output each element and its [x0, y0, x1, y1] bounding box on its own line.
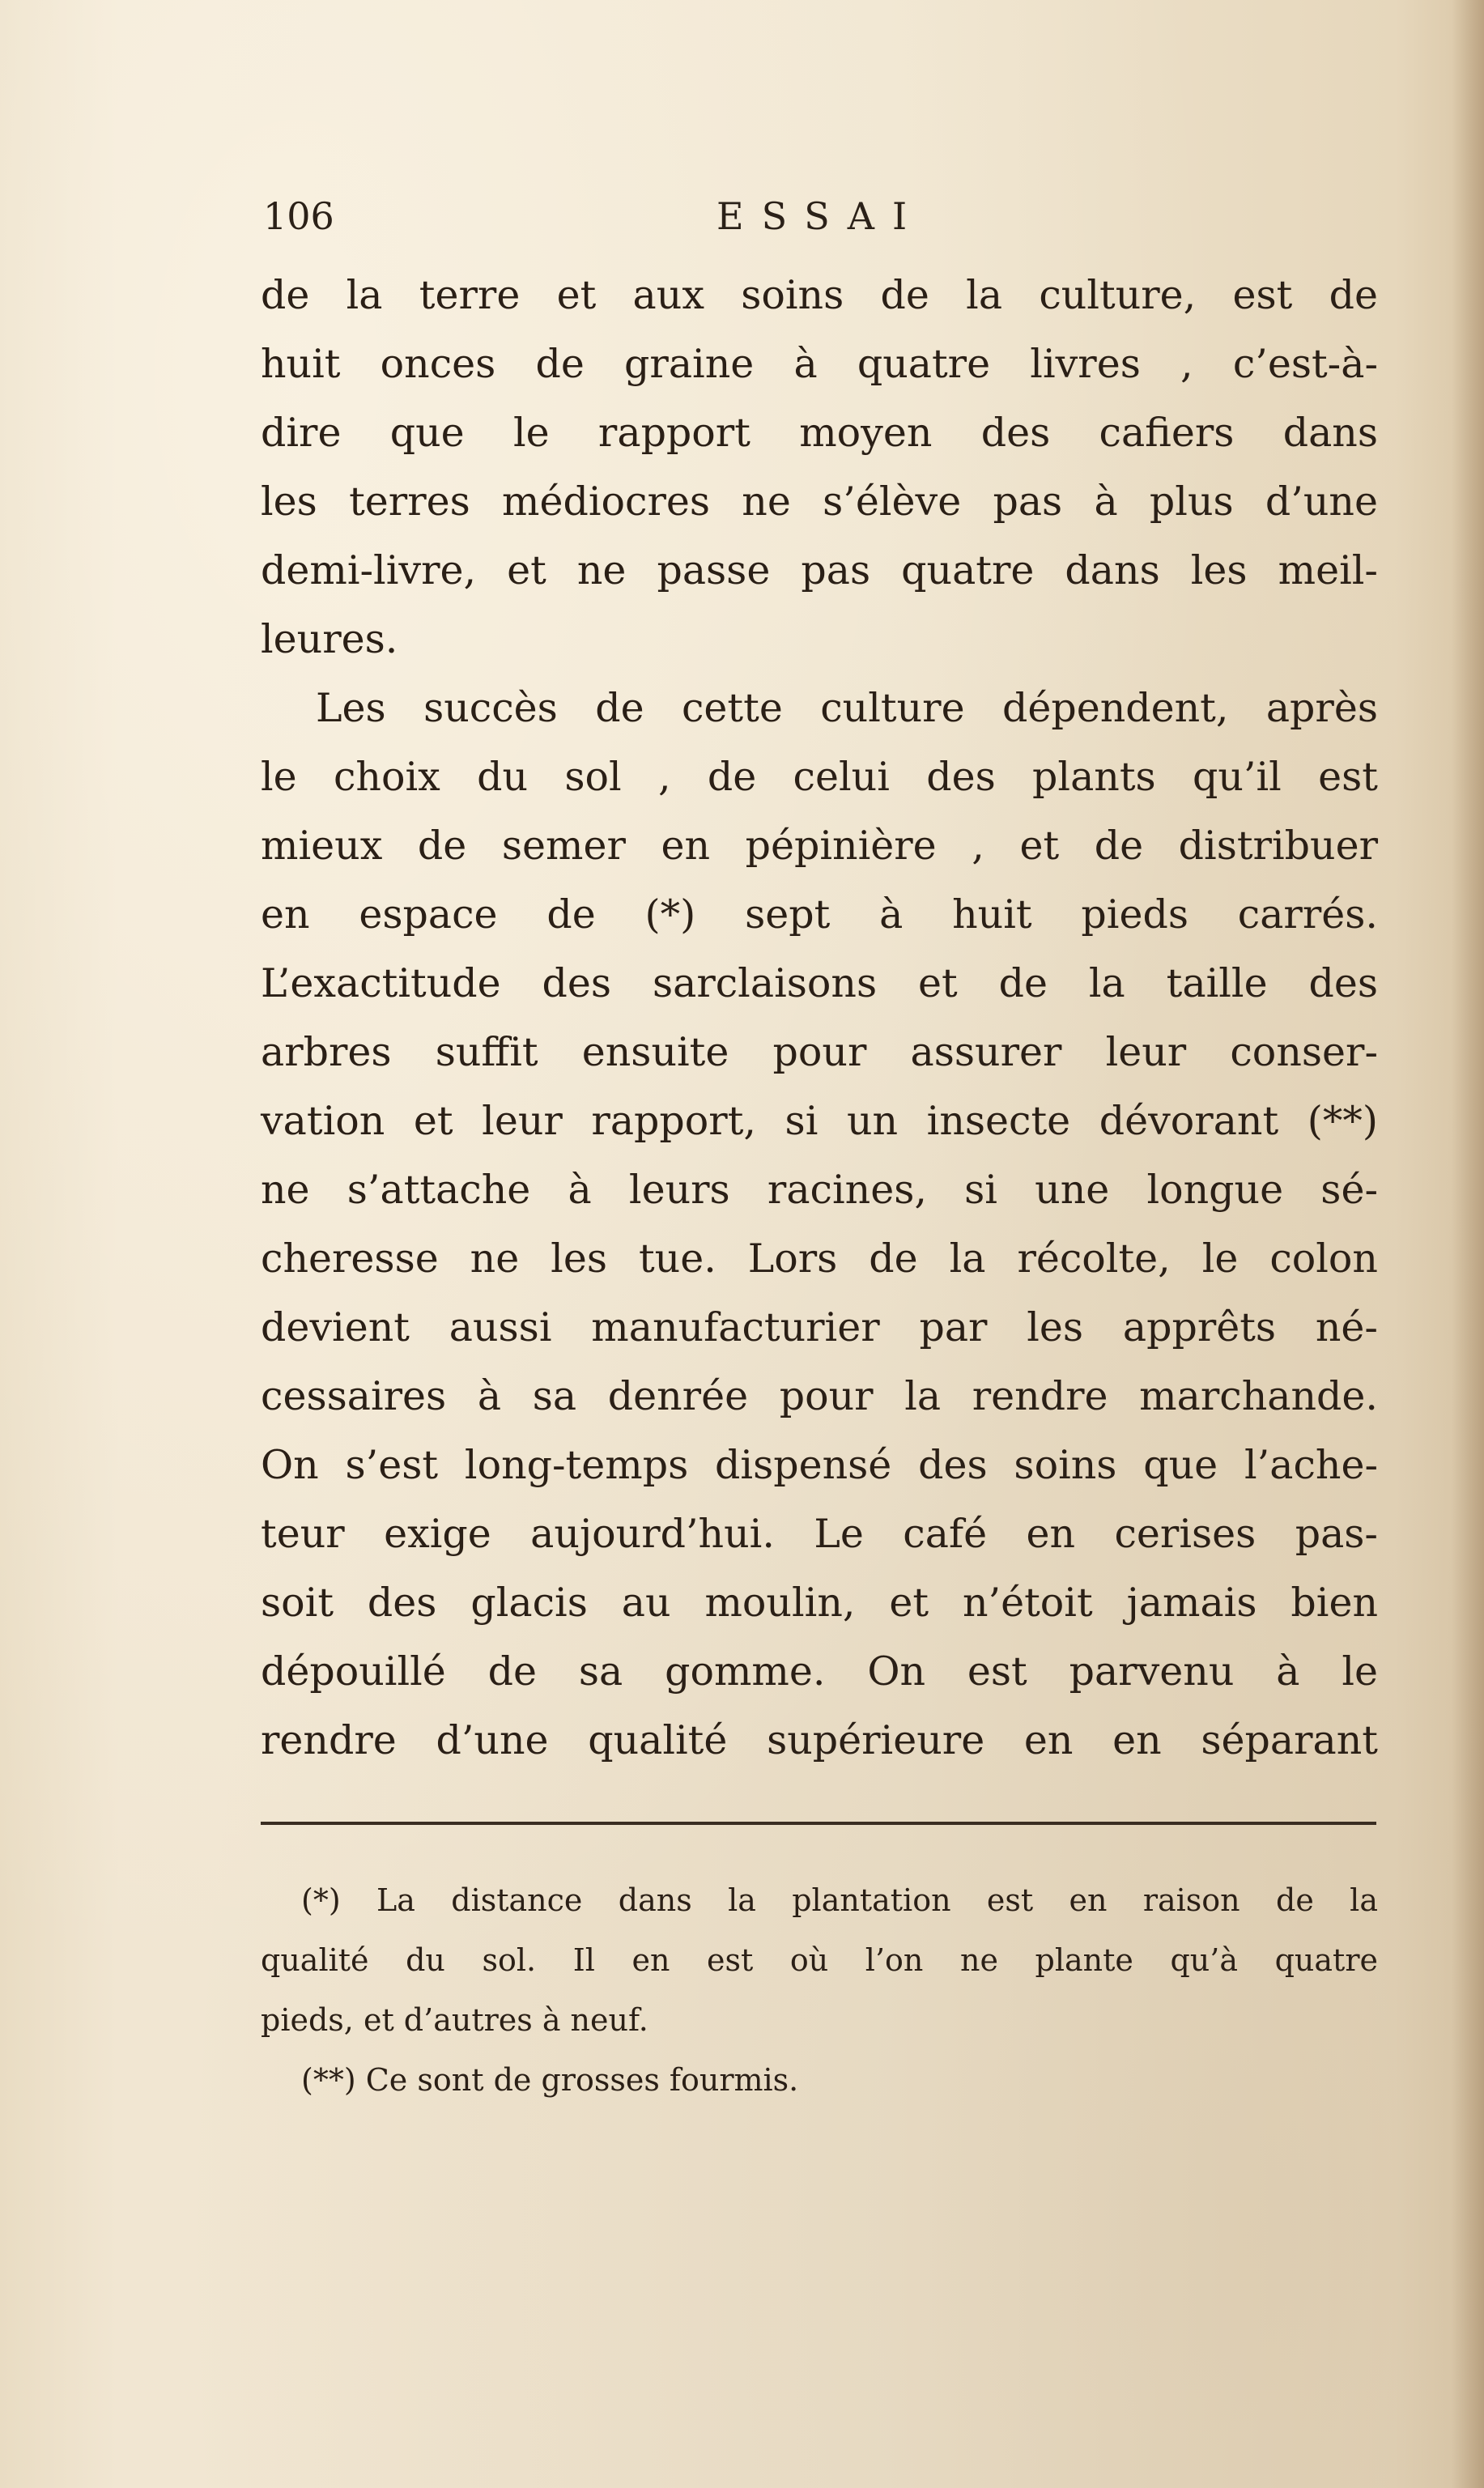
body-line: cheresse ne les tue. Lors de la récolte, le colon [261, 1235, 1378, 1282]
body-line: arbres suffit ensuite pour assurer leur conser- [261, 1029, 1378, 1075]
running-head [263, 194, 1397, 259]
body-line: L’exactitude des sarclaisons et de la taille des [261, 960, 1378, 1006]
body-line: cessaires à sa denrée pour la rendre marchande. [261, 1373, 1378, 1419]
body-line: soit des glacis au moulin, et n’étoit jamais bien [261, 1580, 1378, 1626]
footnotes [261, 1870, 1378, 2110]
body-line: devient aussi manufacturier par les apprêts né- [261, 1304, 1378, 1350]
body-line: les terres médiocres ne s’élève pas à plus d’une [261, 478, 1378, 525]
body-line: de la terre et aux soins de la culture, est de [261, 272, 1378, 318]
body-line: dire que le rapport moyen des cafiers dans [261, 410, 1378, 456]
footnote-line: pieds, et d’autres à neuf. [261, 2002, 648, 2038]
body-line: On s’est long-temps dispensé des soins que l’ache- [261, 1442, 1378, 1488]
footnote-line: (*) La distance dans la plantation est en raison de la [301, 1882, 1378, 1918]
body-line: vation et leur rapport, si un insecte dévorant (**) [261, 1098, 1378, 1144]
body-line: leures. [261, 616, 398, 662]
page-edge-shadow [1452, 0, 1484, 2488]
body-line: Les succès de cette culture dépendent, après [316, 685, 1378, 731]
body-text [261, 261, 1378, 1775]
body-line: mieux de semer en pépinière , et de distribuer [261, 823, 1378, 869]
page-number: 106 [263, 194, 334, 238]
footnote-rule [261, 1822, 1376, 1825]
body-line: le choix du sol , de celui des plants qu’il est [261, 754, 1378, 800]
body-line: ne s’attache à leurs racines, si une longue sé- [261, 1167, 1378, 1213]
body-line: demi-livre, et ne passe pas quatre dans les meil- [261, 547, 1378, 593]
body-line: teur exige aujourd’hui. Le café en cerises pas- [261, 1511, 1378, 1557]
body-line: en espace de (*) sept à huit pieds carrés. [261, 891, 1378, 938]
body-line: huit onces de graine à quatre livres , c’est-à- [261, 341, 1378, 387]
footnote-line: (**) Ce sont de grosses fourmis. [301, 2062, 799, 2098]
body-line: rendre d’une qualité supérieure en en séparant [261, 1717, 1378, 1763]
body-line: dépouillé de sa gomme. On est parvenu à le [261, 1648, 1378, 1695]
running-title: ESSAI [716, 194, 925, 238]
footnote-line: qualité du sol. Il en est où l’on ne plante qu’à quatre [261, 1942, 1378, 1978]
